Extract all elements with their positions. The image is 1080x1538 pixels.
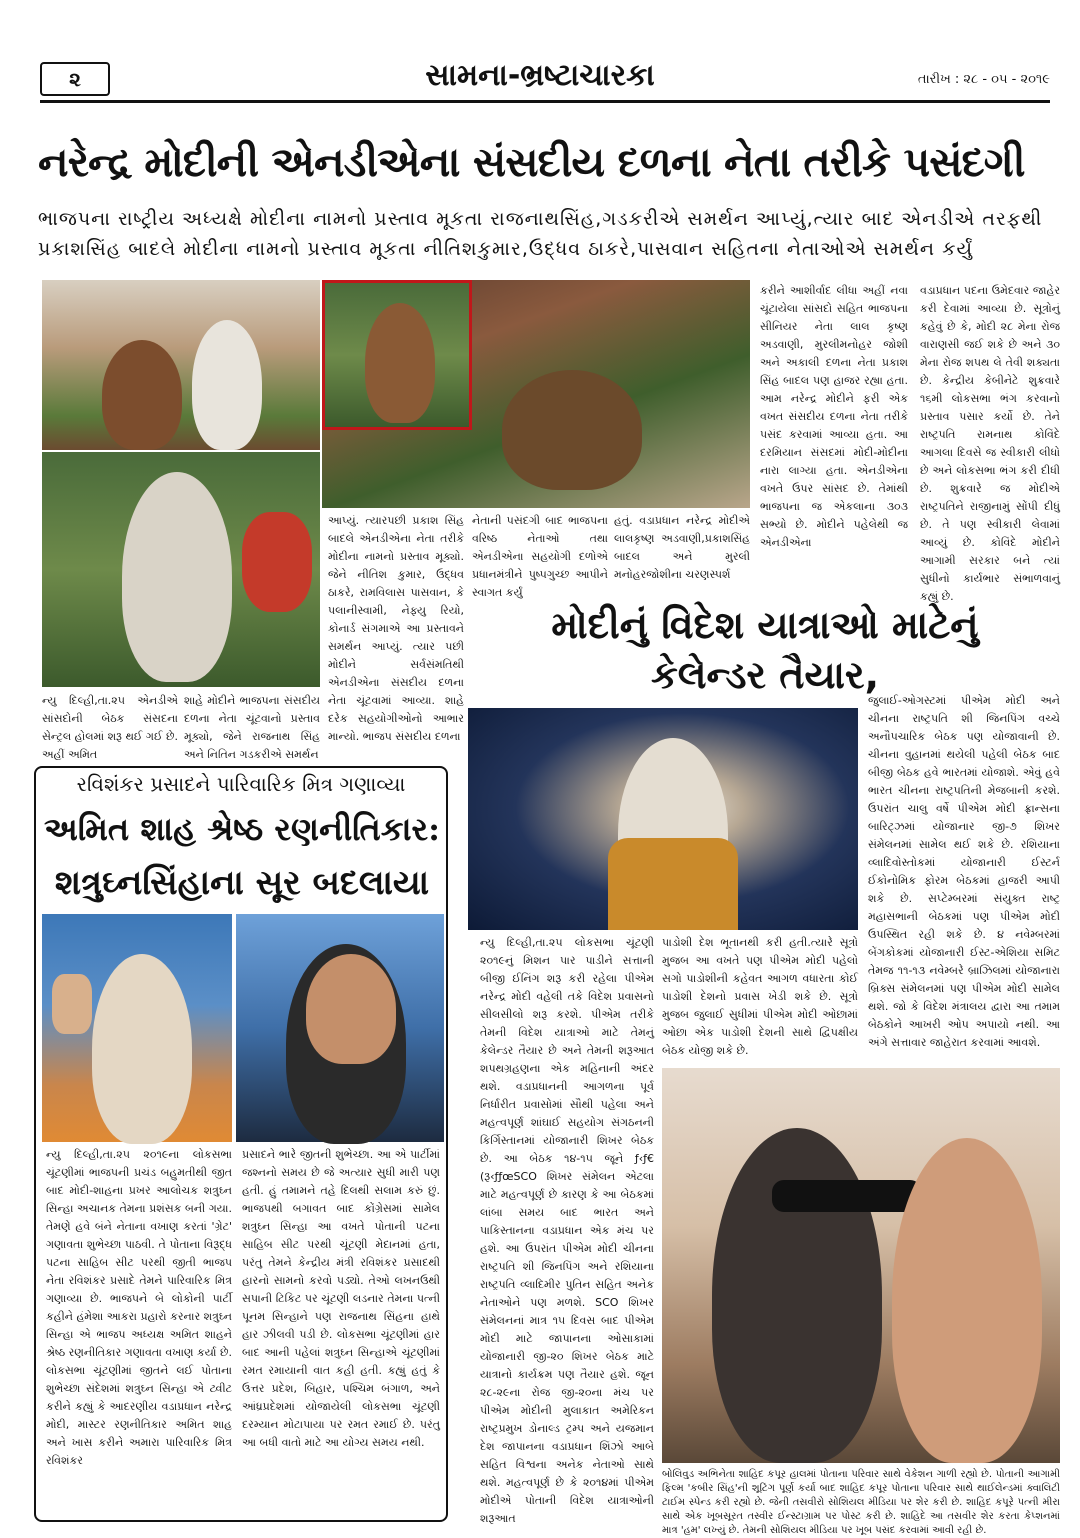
photo-figure	[102, 340, 182, 450]
photo-figure	[712, 1128, 882, 1463]
lead-column-4: નેતાની પસંદગી બાદ ભાજપના વરિષ્ઠ નેતાઓ તથા એનડીએના સહયોગી દળોએ પ્રધાનમંત્રીને પુષ્પગુચ્છ આપીને સ્વાગત કર્યું	[472, 514, 608, 599]
foreign-trip-column-1: ન્યુ દિલ્હી,તા.૨૫ લોકસભા ચૂંટણી ૨૦૧૯નું મિશન પાર પાડીને સત્તાની બીજી ઈનિંગ શરૂ કરી રહેલા પીએમ નરેન્દ્ર મોદી વહેલી તકે વિદેશ પ્રવાસનો સીલસીલો શરૂ કરશે. પીએમ તરીકે તેમની વિદેશ યાત્રાઓ માટે તેમનું કેલેન્ડર તૈયાર છે અને તેમની શરૂઆત શપથગ્રહણના એક મહિનાની અંદર થશે. વડાપ્રધાનની આગળના પૂર્વ નિર્ધારીત પ્રવાસોમાં સૌથી પહેલા અને મહત્વપૂર્ણ શાંઘાઈ સહયોગ સંગઠનની કિર્ગિસ્તાનમાં યોજાનારી શિખર બેઠક છે. આ બેઠક ૧૪-૧૫ જૂને ƒ‹ƒ€(રૂ‹ƒƒœSCO શિખર સંમેલન એટલા માટે મહત્વપૂર્ણ છે કારણ કે આ બેઠકમાં લાંબા સમય બાદ ભારત અને પાકિસ્તાનના વડાપ્રધાન એક મંચ પર હશે. આ ઉપરાંત પીએમ મોદી ચીનના રાષ્ટ્રપતિ શી જિનપિંગ અને રશિયાના રાષ્ટ્રપતિ વ્લાદિમીર પુતિન સહિત અનેક નેતાઓને પણ મળશે. SCO શિખર સંમેલનનાં માત્ર ૧૫ દિવસ બાદ પીએમ મોદી માટે જાપાનના ઓસાકામાં યોજાનારી જી-૨૦ શિખર બેઠક માટે યાત્રાનો કાર્યક્રમ પણ તૈયાર હશે. જૂન ૨૮-૨૯ના રોજ જી-૨૦ના મંચ પર પીએમ મોદીની મુલાકાત અમેરિકન રાષ્ટ્રપ્રમુખ ડોનાલ્ડ ટ્રમ્પ અને યજમાન દેશ જાપાનના વડાપ્રધાન શિંઝો આબે સહિત વિશ્વના અનેક નેતાઓ સાથે થશે. મહત્વપૂર્ણ છે કે ૨૦૧૪માં પીએમ મોદીએ પોતાની વિદેશ યાત્રાઓની શરૂઆત	[480, 936, 654, 1525]
foreign-trip-side-column: જુલાઈ-ઓગસ્ટમાં પીએમ મોદી અને ચીનના રાષ્ટ્રપતિ શી જિનપિંગ વચ્ચે અનૌપચારિક બેઠક પણ યોજાવાની છે. ચીનના વુહાનમાં થયેલી પહેલી બેઠક બાદ બીજી બેઠક હવે ભારતમાં યોજાશે. એવું હવે ભારત ચીનના રાષ્ટ્રપતિની મેજબાની કરશે. ઉપરાંત ચાલુ વર્ષે પીએમ મોદી ફ્રાન્સના બારિટ્ઝમાં યોજાનાર જી-૭ શિખર સંમેલનમાં સામેલ થઈ શકે છે. રશિયાના વ્લાદિવોસ્તોકમાં યોજાનારી ઈસ્ટર્ન ઈકોનોમિક ફોરમ બેઠકમાં હાજરી આપી શકે છે. સપ્ટેમ્બરમાં સંયુક્ત રાષ્ટ્ર મહાસભાની બેઠકમાં પણ પીએમ મોદી ઉપસ્થિત રહી શકે છે. ૪ નવેમ્બરમાં બેંગકોકમાં યોજાનારી ઈસ્ટ-એશિયા સમિટ તેમજ ૧૧-૧૩ નવેમ્બરે બ્રાઝિલમાં યોજાનારા બ્રિક્સ સંમેલનમાં પણ પીએમ મોદી સામેલ થશે. જો કે વિદેશ મંત્રાલય દ્વારા આ તમામ બેઠકોને આખરી ઓપ અપાયો નથી. આ અંગે સત્તાવાર જાહેરાત કરવામાં આવશે.	[868, 694, 1060, 1049]
photo-joshi-blessing	[42, 452, 320, 687]
sunglasses-icon	[772, 1180, 922, 1212]
photo-figure	[502, 370, 642, 490]
lead-column-3: આપ્યું. ત્યારપછી પ્રકાશ સિંહ બાદલે એનડીએના નેતા તરીકે મોદીના નામનો પ્રસ્તાવ મૂક્યો. જેને નીતિશ કુમાર, ઉદ્ધવ ઠાકરે, રામવિલાસ પાસવાન, કે પલાનીસ્વામી, નેફ્યુ રિયો, કોનાર્ડ સંગમાએ આ પ્રસ્તાવને સમર્થન આપ્યું. ત્યાર પછી મોદીને સર્વસંમતિથી એનડીએના સંસદીય દળના નેતા ચૂંટવામાં આવ્યા. શાહે દરેક સહયોગીઓનો આભાર માન્યો. ભાજપ સંસદીય દળના	[328, 514, 464, 743]
shah-story-headline-line2: શત્રુઘ્નસિંહાના સૂર બદલાયા	[54, 863, 430, 903]
shah-story-column-2: પ્રસાદને ભારે જીતની શુભેચ્છા. આ એ પાર્ટીમાં જશ્નનો સમય છે જે અત્યાર સુધી મારી પણ હતી. હું તમામને તહે દિલથી સલામ કરું છું. ભાજપથી બગાવત બાદ કોંગ્રેસમાં સામેલ શત્રુઘ્ન સિન્હા આ વખતે પોતાની પટના સાહિબ સીટ પરથી ચૂંટણી મેદાનમાં હતા, પરંતુ તેમને કેન્દ્રીય મંત્રી રવિશંકર પ્રસાદથી હારનો સામનો કરવો પડ્યો. તેઓ લખનઉથી સપાની ટિકિટ પર ચૂંટણી લડનાર તેમના પત્ની પૂનમ સિન્હાને પણ રાજનાથ સિંહના હાથે હાર ઝીલવી પડી છે. લોકસભા ચૂંટણીમાં હાર બાદ આની પહેલાં શત્રુઘ્ન સિન્હાએ ચૂંટણીમાં રમત રમાયાની વાત કહી હતી. કહ્યું હતું કે ઉત્તર પ્રદેશ, બિહાર, પશ્ચિમ બંગાળ, અને આંધ્રપ્રદેશમાં યોજાયેલી લોકસભા ચૂંટણી દરમ્યાન મોટાપાયા પર રમત રમાઈ છે. પરંતુ આ બધી વાતો માટે આ યોગ્ય સમય નથી.	[242, 1148, 440, 1449]
page-number: ૨	[40, 62, 110, 96]
photo-figure	[122, 472, 232, 682]
lead-headline: નરેન્દ્ર મોદીની એનડીએના સંસદીય દળના નેતા તરીકે પસંદગી	[38, 137, 1025, 186]
photo-figure	[608, 838, 738, 930]
lead-column-1: ન્યુ દિલ્હી,તા.૨૫ એનડીએ સાંસદોની બેઠક સંસદના સેન્ટ્રલ હોલમાં શરૂ થઈ ગઈ છે. અહીં અમિત	[42, 694, 178, 761]
photo-modi-parliament	[322, 280, 750, 508]
photo-shahid-mira	[662, 1068, 1060, 1463]
photo-advani-blessing	[42, 280, 320, 450]
foreign-trip-column-2: પાડોશી દેશ ભૂતાનથી કરી હતી.ત્યારે સૂત્રો મુજબ આ વખતે પણ પીએમ મોદી પહેલો સગો પાડોશીની કહેવત આગળ વધારતા કોઈ પાડોશી દેશનો પ્રવાસ ખેડી શકે છે. સૂત્રો મુજબ જુલાઈ સુધીમાં પીએમ મોદી ઓછામાં ઓછા એક પાડોશી દેશની સાથે દ્વિપક્ષીય બેઠક યોજી શકે છે.	[662, 936, 858, 1057]
issue-date: તારીખ : ૨૮ - ૦૫ - ૨૦૧૯	[917, 72, 1050, 87]
lead-column-5: હતું. વડાપ્રધાન નરેન્દ્ર મોદીએ લાલકૃષ્ણ અડવાણી,પ્રકાશસિંહ બાદલ અને મુરલી મનોહરજોશીના ચરણસ્પર્શ	[614, 514, 750, 581]
photo-figure	[365, 303, 435, 423]
inset-photo-modi-namaste	[322, 280, 472, 430]
photo-amit-shah	[42, 914, 232, 1142]
masthead-rule	[40, 100, 1050, 103]
foreign-trip-headline-line2: કેલેન્ડર તૈયાર,	[650, 653, 880, 697]
lead-column-7: વડાપ્રધાન પદના ઉમેદવાર જાહેર કરી દેવામાં આવ્યા છે. સૂત્રોનું કહેવું છે કે, મોદી ૨૮ મેના રોજ વારાણસી જઈ શકે છે અને ૩૦ મેના રોજ શપથ લે તેવી શક્યતા છે. કેન્દ્રીય કેબીનેટે શુક્રવારે ૧૬મી લોકસભા ભંગ કરવાનો પ્રસ્તાવ પસાર કર્યો છે. તેને રાષ્ટ્રપતિ રામનાથ કોવિંદે આગલા દિવસે જ સ્વીકારી લીધો છે અને લોકસભા ભંગ કરી દીધી છે. શુક્રવારે જ મોદીએ રાષ્ટ્રપતિને રાજીનામું સોંપી દીધું છે. તે પણ સ્વીકારી લેવામાં આવ્યું છે. કોવિંદે મોદીને આગામી સરકાર બને ત્યાં સુધીનો કાર્યભાર સંભાળવાનું કહ્યું છે.	[920, 284, 1060, 603]
photo-face	[306, 954, 396, 1064]
shahid-caption: બોલિવુડ અભિનેતા શાહિદ કપૂર હાલમાં પોતાના પરિવાર સાથે વેકેશન ગાળી રહ્યો છે. પોતાની આગામી ફિલ્મ 'કબીર સિંહ'ની શૂટિંગ પૂર્ણ કર્યા બાદ શાહિદ કપૂર પોતાના પરિવાર સાથે થાઈલેન્ડમાં ક્વાલિટી ટાઈમ સ્પેન્ડ કરી રહ્યો છે. જેની તસવીરો સોશિયલ મીડિયા પર શેર કરી છે. શાહિદ કપૂરે પત્ની મીરા સાથે એક ખૂબસૂરત તસ્વીર ઈન્સ્ટાગ્રામ પર પોસ્ટ કરી છે. શાહિદે આ તસવીર શેર કરતા કેપ્શનમાં માત્ર 'હમ' લખ્યું છે. તેમની સોશિયલ મીડિયા પર ખૂબ પસંદ કરવામાં આવી રહી છે.	[662, 1469, 1060, 1536]
shah-story-kicker: રવિશંકર પ્રસાદને પારિવારિક મિત્ર ગણાવ્યા	[76, 772, 406, 796]
bouquet	[242, 512, 312, 612]
raised-hand	[52, 974, 92, 1034]
photo-shatrughan-sinha	[236, 914, 444, 1142]
paper-name: સામના-ભ્રષ્ટાચારકા	[425, 58, 655, 93]
lead-subhead-line2: પ્રકાશસિંહ બાદલે મોદીના નામનો પ્રસ્તાવ મૂકતા નીતિશકુમાર,ઉદ્ધવ ઠાકરે,પાસવાન સહિતના નેતાઓએ સમર્થન કર્યું	[38, 238, 974, 260]
photo-modi-waving	[468, 708, 858, 930]
photo-figure	[192, 320, 262, 450]
lead-column-2: શાહે મોદીને ભાજપના સંસદીય દળના નેતા ચૂંટવાનો પ્રસ્તાવ મૂક્યો, જેને રાજનાથ સિંહ અને નિતિન ગડકરીએ સમર્થન	[184, 694, 320, 761]
photo-figure	[92, 954, 192, 1144]
lead-subhead-line1: ભાજપના રાષ્ટ્રીય અધ્યક્ષે મોદીના નામનો પ્રસ્તાવ મૂકતા રાજનાથસિંહ,ગડકરીએ સમર્થન આપ્યું,ત્યાર બાદ એનડીએ તરફથી	[38, 208, 1043, 230]
lead-column-6: કરીને આશીર્વાદ લીધા અહીં નવા ચૂંટાયેલા સાંસદો સહિત ભાજપના સીનિયર નેતા લાલ કૃષ્ણ અડવાણી, મુરલીમનોહર જોશી અને અકાલી દળના નેતા પ્રકાશ સિંહ બાદલ પણ હાજર રહ્યા હતા. આમ નરેન્દ્ર મોદીને ફરી એક વખત સંસદીય દળના નેતા તરીકે પસંદ કરવામાં આવ્યા હતા. આ દરમિયાન સંસદમાં મોદી-મોદીના નારા લાગ્યા હતા. એનડીએના વખતે ઉપર સાંસદ છે. તેમાંથી ભાજપના જ એકલાના ૩૦૩ સભ્યો છે. મોદીને પહેલેથી જ એનડીએના	[760, 284, 908, 549]
photo-figure	[892, 1138, 1042, 1463]
shah-story-headline-line1: અમિત શાહ શ્રેષ્ઠ રણનીતિકાર:	[43, 810, 441, 848]
shah-story-column-1: ન્યુ દિલ્હી,તા.૨૫ ૨૦૧૯ના લોકસભા ચૂંટણીમાં ભાજપની પ્રચંડ બહુમતીથી જીત બાદ મોદી-શાહના પ્રખર આલોચક શત્રુઘ્ન સિન્હા અચાનક તેમના પ્રશંસક બની ગયા. તેમણે હવે બંને નેતાના વખાણ કરતાં 'ગ્રેટ' ગણાવતા શુભેચ્છા પાઠવી. તે પોતાના વિરૂદ્ધ પટના સાહિબ સીટ પરથી જીતી ભાજપ નેતા રવિશંકર પ્રસાદે તેમને પારિવારિક મિત્ર ગણાવ્યા છે. ભાજપને બે લોકોની પાર્ટી કહીને હંમેશા આકરા પ્રહારો કરનાર શત્રુઘ્ન સિન્હા એ ભાજપ અધ્યક્ષ અમિત શાહને શ્રેષ્ઠ રણનીતિકાર ગણાવતા વખાણ કર્યા છે. લોકસભા ચૂંટણીમાં જીતને લઈ પોતાના શુભેચ્છા સંદેશમાં શત્રુઘ્ન સિન્હા એ ટ્વીટ કરીને કહ્યું કે આદરણીય વડાપ્રધાન નરેન્દ્ર મોદી, માસ્ટર રણનીતિકાર અમિત શાહ અને ખાસ કરીને અમારા પારિવારિક મિત્ર રવિશંકર	[46, 1148, 232, 1467]
foreign-trip-headline-line1: મોદીનું વિદેશ યાત્રાઓ માટેનું	[551, 603, 979, 647]
